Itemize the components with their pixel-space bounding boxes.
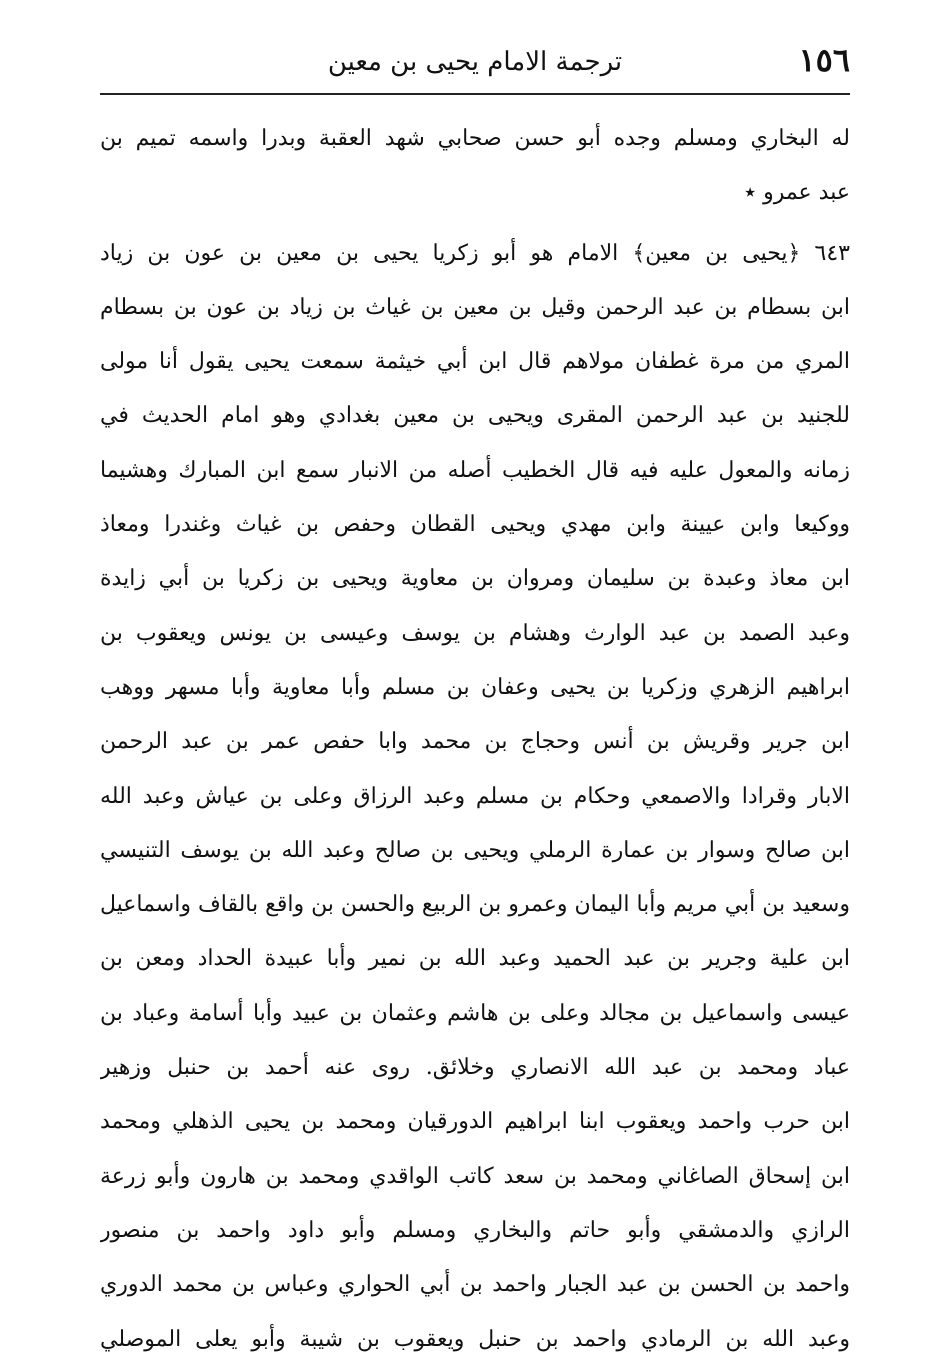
text-line: عباد ومحمد بن عبد الله الانصاري وخلائق. روى عنه أحمد بن حنبل وزهير: [100, 1055, 850, 1081]
page-header: [100, 38, 850, 88]
text-line: ابن جرير وقريش بن أنس وحجاج بن محمد وابا حفص عمر بن عبد الرحمن: [100, 729, 850, 755]
text-line: ووكيعا وابن عيينة وابن مهدي ويحيى القطان وحفص بن غياث وغندرا ومعاذ: [100, 512, 850, 538]
running-title: ترجمة الامام يحيى بن معين: [327, 47, 623, 77]
body-text: [100, 112, 850, 1367]
text-line: عيسى واسماعيل بن مجالد وعلى بن هاشم وعثمان بن عبيد وأبا أسامة وعباد بن: [100, 1000, 850, 1026]
text-line: زمانه والمعول عليه فيه قال الخطيب أصله من الانبار سمع ابن المبارك وهشيما: [100, 457, 850, 483]
text-line: ابن حرب واحمد ويعقوب ابنا ابراهيم الدورقيان ومحمد بن يحيى الذهلي ومحمد: [100, 1109, 850, 1135]
text-line: وعبد الله بن الرمادي واحمد بن حنبل ويعقوب بن شيبة وأبو يعلى الموصلي: [100, 1326, 850, 1352]
text-line: له البخاري ومسلم وجده أبو حسن صحابي شهد العقبة وبدرا واسمه تميم بن: [100, 126, 850, 151]
text-line: عبد عمرو ٭: [744, 180, 850, 206]
text-line: وعبد الصمد بن عبد الوارث وهشام بن يوسف وعيسى بن يونس ويعقوب بن: [100, 620, 850, 646]
text-line: ابراهيم الزهري وزكريا بن يحيى وعفان بن مسلم وأبا معاوية وأبا مسهر ووهب: [100, 674, 850, 700]
text-line: الابار وقرادا والاصمعي وحكام بن مسلم وعبد الرزاق وعلى بن عياش وعبد الله: [100, 783, 850, 809]
text-line: للجنيد بن عبد الرحمن المقرى ويحيى بن معين بغدادي وهو امام الحديث في: [100, 403, 850, 429]
text-line: واحمد بن الحسن بن عبد الجبار واحمد بن أبي الحواري وعباس بن محمد الدوري: [100, 1272, 850, 1298]
text-line: ابن علية وجرير بن عبد الحميد وعبد الله بن نمير وأبا عبيدة الحداد ومعن بن: [100, 946, 850, 972]
page-number: ١٥٦: [798, 41, 850, 79]
text-line: ابن بسطام بن عبد الرحمن وقيل بن معين بن غياث بن زياد بن عون بن بسطام: [100, 294, 850, 320]
entry-heading-line: ٦٤٣ ﴿يحيى بن معين﴾ الامام هو أبو زكريا يحيى بن معين بن عون بن زياد: [100, 240, 850, 266]
text-line: وسعيد بن أبي مريم وأبا اليمان وعمرو بن الربيع والحسن بن واقع بالقاف واسماعيل: [100, 892, 850, 918]
text-line: ابن إسحاق الصاغاني ومحمد بن سعد كاتب الواقدي ومحمد بن هارون وأبو زرعة: [100, 1163, 850, 1189]
text-line: الرازي والدمشقي وأبو حاتم والبخاري ومسلم وأبو داود واحمد بن منصور: [100, 1217, 850, 1243]
text-line: ابن معاذ وعبدة بن سليمان ومروان بن معاوية ويحيى بن زكريا بن أبي زايدة: [100, 566, 850, 592]
header-rule: [100, 93, 850, 95]
text-line: المري من مرة غطفان مولاهم قال ابن أبي خيثمة سمعت يحيى يقول أنا مولى: [100, 349, 850, 375]
text-line: ابن صالح وسوار بن عمارة الرملي ويحيى بن صالح وعبد الله بن يوسف التنيسي: [100, 837, 850, 863]
